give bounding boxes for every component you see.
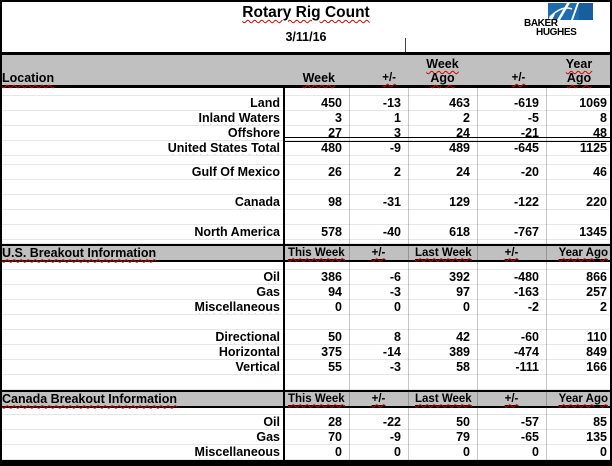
table-cell: 849 bbox=[586, 345, 607, 359]
report-date: 3/11/16 bbox=[285, 30, 327, 44]
table-cell: 0 bbox=[335, 445, 342, 459]
table-cell: 110 bbox=[586, 330, 607, 344]
spacer-row bbox=[0, 210, 612, 225]
col-header-this-week: This Week bbox=[288, 392, 345, 405]
table-cell: -6 bbox=[389, 270, 401, 284]
table-cell: -21 bbox=[520, 126, 539, 140]
table-cell: 2 bbox=[463, 111, 470, 125]
table-cell: 578 bbox=[321, 225, 342, 239]
table-cell: 392 bbox=[449, 270, 470, 284]
table-cell: 27 bbox=[328, 126, 342, 140]
table-row-gulf-of-mexico bbox=[0, 165, 612, 180]
table-cell: 1125 bbox=[579, 141, 607, 155]
table-cell: -3 bbox=[389, 360, 401, 374]
spacer-row bbox=[0, 156, 612, 165]
table-row-canada-oil bbox=[0, 415, 612, 430]
table-cell: -163 bbox=[513, 285, 539, 299]
table-cell: 55 bbox=[328, 360, 342, 374]
spacer-row bbox=[0, 375, 612, 390]
row-label: Offshore bbox=[227, 126, 280, 140]
table-cell: 85 bbox=[593, 415, 607, 429]
row-label: Inland Waters bbox=[198, 111, 280, 125]
table-cell: -20 bbox=[520, 165, 539, 179]
col-header-change-1: +/- bbox=[371, 392, 386, 405]
table-cell: 3 bbox=[394, 126, 401, 140]
table-cell: 8 bbox=[394, 330, 401, 344]
us-breakout-section-header bbox=[0, 244, 612, 262]
table-row-canada-miscellaneous bbox=[0, 445, 612, 460]
table-row-inland-waters bbox=[0, 111, 612, 126]
table-row-us-oil bbox=[0, 270, 612, 285]
table-cell: 166 bbox=[586, 360, 607, 374]
table-cell: 375 bbox=[321, 345, 342, 359]
table-row-vertical bbox=[0, 360, 612, 375]
table-cell: 0 bbox=[600, 445, 607, 459]
table-cell: 129 bbox=[449, 195, 470, 209]
table-cell: 98 bbox=[328, 195, 342, 209]
logo-text-hughes: HUGHES bbox=[536, 27, 577, 38]
logo-text-baker: BAKER bbox=[524, 18, 558, 29]
table-cell: -65 bbox=[520, 430, 539, 444]
baker-hughes-logo bbox=[520, 3, 606, 45]
col-header-change-2: +/- bbox=[504, 246, 519, 259]
table-cell: 46 bbox=[593, 165, 607, 179]
header-cell-border bbox=[405, 38, 406, 52]
table-cell: 1 bbox=[394, 111, 401, 125]
table-cell: -111 bbox=[515, 360, 539, 374]
table-cell: -5 bbox=[527, 111, 539, 125]
table-cell: 463 bbox=[449, 96, 470, 110]
col-header-change-2: +/- bbox=[511, 72, 526, 84]
table-cell: 50 bbox=[456, 415, 470, 429]
row-label: Vertical bbox=[235, 360, 280, 374]
table-cell: 94 bbox=[328, 285, 342, 299]
table-cell: -9 bbox=[389, 430, 401, 444]
table-row-us-total bbox=[0, 141, 612, 156]
table-cell: 1345 bbox=[579, 225, 607, 239]
canada-breakout-section-header bbox=[0, 390, 612, 408]
page-title: Rotary Rig Count bbox=[242, 4, 370, 21]
border-bottom-bar bbox=[0, 460, 612, 466]
table-cell: 26 bbox=[328, 165, 342, 179]
table-cell: -31 bbox=[382, 195, 401, 209]
table-row-canada bbox=[0, 195, 612, 210]
table-cell: 480 bbox=[321, 141, 342, 155]
table-cell: 450 bbox=[321, 96, 342, 110]
section-title: U.S. Breakout Information bbox=[2, 245, 157, 260]
row-label: Gas bbox=[256, 285, 280, 299]
table-cell: -60 bbox=[520, 330, 539, 344]
col-header-last-week: Last Week bbox=[415, 246, 472, 259]
col-header-change-1: +/- bbox=[371, 246, 386, 259]
table-cell: -40 bbox=[382, 225, 401, 239]
table-cell: 0 bbox=[463, 445, 470, 459]
col-header-week-ago: Week Ago bbox=[426, 57, 459, 85]
table-row-north-america bbox=[0, 225, 612, 240]
table-cell: 257 bbox=[586, 285, 607, 299]
col-header-last-week: Last Week bbox=[415, 392, 472, 405]
table-cell: -474 bbox=[513, 345, 539, 359]
spacer-row bbox=[0, 315, 612, 330]
table-cell: 2 bbox=[394, 165, 401, 179]
table-cell: 489 bbox=[449, 141, 470, 155]
col-header-week: Week bbox=[302, 71, 335, 85]
table-cell: -122 bbox=[513, 195, 539, 209]
col-header-change-1: +/- bbox=[382, 72, 396, 84]
table-row-offshore bbox=[0, 126, 612, 141]
row-label: Oil bbox=[263, 270, 280, 284]
table-cell: -22 bbox=[382, 415, 401, 429]
row-label: Miscellaneous bbox=[194, 300, 280, 314]
table-cell: -767 bbox=[513, 225, 539, 239]
row-label: Gas bbox=[256, 430, 280, 444]
col-header-change-2: +/- bbox=[504, 392, 519, 405]
table-cell: 866 bbox=[586, 270, 607, 284]
table-cell: 79 bbox=[456, 430, 470, 444]
table-cell: 24 bbox=[456, 126, 470, 140]
table-cell: -619 bbox=[513, 96, 539, 110]
col-header-year-ago: Year Ago bbox=[565, 57, 593, 85]
spacer-row bbox=[0, 88, 612, 96]
table-cell: 2 bbox=[600, 300, 607, 314]
table-cell: 0 bbox=[463, 300, 470, 314]
table-cell: -645 bbox=[513, 141, 539, 155]
row-label: Land bbox=[250, 96, 280, 110]
table-cell: 220 bbox=[586, 195, 607, 209]
row-label: Miscellaneous bbox=[194, 445, 280, 459]
table-cell: -2 bbox=[527, 300, 539, 314]
table-cell: 28 bbox=[328, 415, 342, 429]
table-cell: 8 bbox=[600, 111, 607, 125]
row-label: United States Total bbox=[167, 141, 280, 155]
table-row-us-miscellaneous bbox=[0, 300, 612, 315]
table-cell: 0 bbox=[394, 445, 401, 459]
table-cell: -9 bbox=[389, 141, 401, 155]
table-cell: -13 bbox=[382, 96, 401, 110]
spacer-row bbox=[0, 262, 612, 270]
row-label: Gulf Of Mexico bbox=[191, 165, 280, 179]
table-cell: 135 bbox=[586, 430, 607, 444]
col-header-year-ago: Year Ago bbox=[558, 246, 608, 259]
spacer-row bbox=[0, 408, 612, 415]
table-row-directional bbox=[0, 330, 612, 345]
table-cell: 0 bbox=[394, 300, 401, 314]
table-cell: 0 bbox=[335, 300, 342, 314]
table-row-us-gas bbox=[0, 285, 612, 300]
table-cell: 48 bbox=[593, 126, 607, 140]
table-cell: 70 bbox=[328, 430, 342, 444]
spacer-row bbox=[0, 180, 612, 195]
main-table-header bbox=[0, 52, 612, 88]
row-label: Horizontal bbox=[218, 345, 280, 359]
table-cell: 42 bbox=[456, 330, 470, 344]
table-cell: 50 bbox=[328, 330, 342, 344]
table-cell: 1069 bbox=[579, 96, 607, 110]
table-cell: 3 bbox=[335, 111, 342, 125]
row-label: Oil bbox=[263, 415, 280, 429]
table-cell: 58 bbox=[456, 360, 470, 374]
table-cell: 0 bbox=[532, 445, 539, 459]
col-header-location: Location bbox=[2, 71, 55, 85]
col-header-year-ago: Year Ago bbox=[558, 392, 608, 405]
row-label: Directional bbox=[215, 330, 280, 344]
table-cell: -3 bbox=[389, 285, 401, 299]
table-cell: 97 bbox=[456, 285, 470, 299]
row-label: Canada bbox=[234, 195, 280, 209]
table-body bbox=[0, 88, 612, 460]
table-row-canada-gas bbox=[0, 430, 612, 445]
col-header-this-week: This Week bbox=[288, 246, 345, 259]
table-row-land bbox=[0, 96, 612, 111]
border-top bbox=[0, 0, 612, 2]
table-cell: 618 bbox=[449, 225, 470, 239]
row-label: North America bbox=[194, 225, 280, 239]
section-title: Canada Breakout Information bbox=[2, 391, 178, 406]
border-left bbox=[0, 0, 2, 460]
table-cell: -14 bbox=[382, 345, 401, 359]
table-cell: 386 bbox=[321, 270, 342, 284]
table-cell: -480 bbox=[513, 270, 539, 284]
table-cell: 24 bbox=[456, 165, 470, 179]
table-cell: 389 bbox=[449, 345, 470, 359]
table-row-horizontal bbox=[0, 345, 612, 360]
table-cell: -57 bbox=[520, 415, 539, 429]
